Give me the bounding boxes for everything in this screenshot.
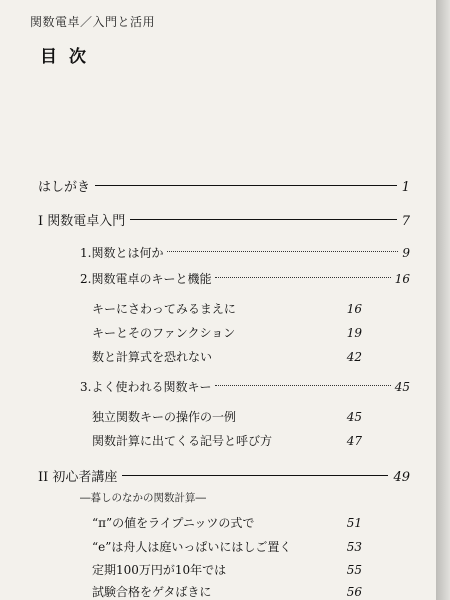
toc-entry-page: 49 [393, 470, 410, 485]
toc-entry-section[interactable] [92, 432, 362, 456]
leader-dots [167, 251, 398, 252]
toc-entry-label: “π”の値をライプニッツの式で [92, 516, 255, 530]
toc-entry-page: 45 [394, 380, 410, 394]
toc-entry-label: 独立関数キーの操作の一例 [92, 410, 237, 424]
toc-entry-page: 42 [346, 350, 362, 364]
toc-entry-page: 51 [346, 516, 362, 530]
toc-entry-section[interactable] [92, 300, 362, 324]
toc-entry-label: 2.関数電卓のキーと機能 [80, 272, 212, 286]
toc-entry-label: 定期100万円が10年では [92, 563, 227, 577]
toc-entry-section[interactable] [92, 408, 362, 432]
toc-entry-page: 55 [346, 563, 362, 577]
toc-entry-label: 関数計算に出てくる記号と呼び方 [92, 434, 273, 448]
leader-dots [215, 385, 390, 386]
toc-entry-part1[interactable] [38, 210, 410, 234]
toc-entry-page: 19 [346, 326, 362, 340]
leader-dots [215, 277, 390, 278]
leader-line [95, 185, 397, 186]
page-edge [436, 0, 450, 600]
toc-entry-section[interactable] [92, 561, 362, 585]
toc-entry-label: キーとそのファンクション [92, 326, 236, 340]
toc-entry-chapter1[interactable] [80, 244, 410, 268]
part2-subtitle: ―暮しのなかの関数計算― [80, 492, 206, 504]
toc-entry-label: 数と計算式を恐れない [92, 350, 213, 364]
toc-entry-section[interactable] [92, 514, 362, 538]
toc-entry-label: “e”は舟人は庭いっぱいにはしご置く [92, 540, 292, 554]
toc-entry-page: 45 [346, 410, 362, 424]
toc-entry-page: 47 [346, 434, 362, 448]
toc-entry-section[interactable] [92, 324, 362, 348]
toc-entry-section[interactable] [92, 348, 362, 372]
leader-line [130, 219, 396, 220]
toc-entry-label: II 初心者講座 [38, 470, 118, 485]
toc-entry-page: 16 [346, 302, 362, 316]
toc-entry-chapter3[interactable] [80, 378, 410, 402]
toc-entry-page: 7 [401, 214, 410, 229]
toc-title: 目次 [40, 47, 98, 67]
book-title: 関数電卓／入門と活用 [30, 15, 156, 29]
toc-entry-label: はしがき [38, 180, 91, 195]
toc-entry-page: 9 [402, 246, 410, 260]
toc-entry-section[interactable] [92, 583, 362, 600]
leader-line [122, 475, 388, 476]
toc-entry-page: 16 [394, 272, 410, 286]
toc-entry-label: 試験合格をゲタばきに [92, 585, 212, 599]
toc-entry-page: 56 [346, 585, 362, 599]
toc-entry-label: 1.関数とは何か [80, 246, 164, 260]
toc-entry-label: I 関数電卓入門 [38, 214, 126, 229]
toc-entry-page: 53 [346, 540, 362, 554]
toc-entry-preface[interactable] [38, 176, 410, 200]
toc-entry-section[interactable] [92, 538, 362, 562]
toc-entry-part2[interactable] [38, 466, 410, 490]
toc-entry-label: キーにさわってみるまえに [92, 302, 236, 316]
toc-entry-page: 1 [401, 180, 410, 195]
toc-entry-label: 3.よく使われる関数キー [80, 380, 212, 394]
toc-entry-chapter2[interactable] [80, 270, 410, 294]
